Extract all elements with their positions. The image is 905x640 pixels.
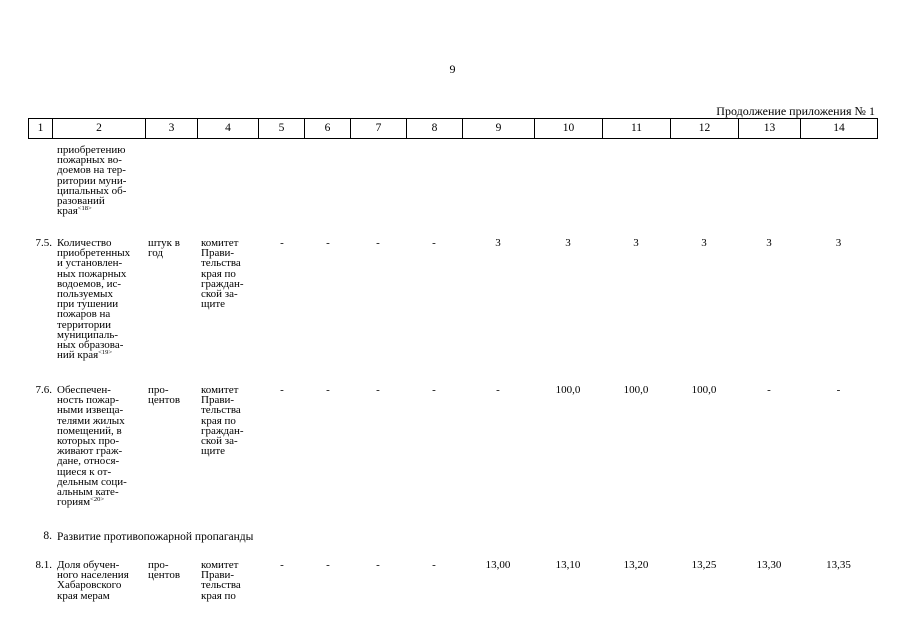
header-col-2: 2	[53, 119, 146, 139]
value-col-10: 100,0	[555, 384, 581, 396]
responsible-executor: комитет Прави- тельства края по	[201, 559, 241, 602]
value-col-8: -	[432, 237, 436, 249]
value-col-7: -	[376, 559, 380, 571]
responsible-executor: комитет Прави- тельства края по граждан- ской за- щите	[201, 237, 244, 311]
header-col-1: 1	[29, 119, 53, 139]
value-col-7: -	[376, 384, 380, 396]
row-number: 7.6.	[35, 384, 52, 396]
footnote-18: <18>	[77, 205, 92, 213]
footnote-20: <20>	[90, 496, 104, 504]
header-col-3: 3	[146, 119, 198, 139]
header-col-12: 12	[671, 119, 739, 139]
indicator-name: Количество приобретенных и установлен- ных пожарных водоемов, ис- пользуемых при тушении пожаров на территории муниципаль- ных образова- ний края$^{<19>}$	[57, 237, 131, 362]
value-col-5: -	[280, 237, 284, 249]
column-number-header	[28, 118, 878, 139]
value-col-14: 13,35	[826, 559, 851, 571]
header-col-10: 10	[535, 119, 603, 139]
value-col-9: 3	[495, 237, 501, 249]
row-number: 7.5.	[35, 237, 52, 249]
unit-of-measure: про- центов	[148, 559, 181, 582]
header-col-9: 9	[463, 119, 535, 139]
header-col-13: 13	[739, 119, 801, 139]
value-col-9: 13,00	[485, 559, 511, 571]
value-col-11: 13,20	[623, 559, 649, 571]
page-number: 9	[449, 62, 456, 76]
header-col-11: 11	[603, 119, 671, 139]
value-col-12: 13,25	[691, 559, 717, 571]
value-col-6: -	[326, 237, 330, 249]
responsible-executor: комитет Прави- тельства края по граждан- ской за- щите	[201, 384, 244, 458]
value-col-5: -	[280, 384, 284, 396]
indicator-name: Доля обучен- ного населения Хабаровского края мерам	[57, 559, 129, 602]
continued-row-name: приобретению пожарных во- доемов на тер- ритории муни- ципальных об- разований края$^{<18>}$	[57, 144, 127, 218]
header-col-4: 4	[198, 119, 259, 139]
value-col-8: -	[432, 384, 436, 396]
footnote-19: <19>	[98, 349, 113, 357]
value-col-14: -	[836, 384, 841, 396]
value-col-12: 3	[701, 237, 707, 249]
unit-of-measure: про- центов	[148, 384, 181, 407]
value-col-8: -	[432, 559, 436, 571]
value-col-5: -	[280, 559, 284, 571]
header-col-8: 8	[407, 119, 463, 139]
value-col-11: 3	[633, 237, 639, 249]
unit-of-measure: штук в год	[148, 237, 180, 260]
value-col-6: -	[326, 559, 330, 571]
value-col-13: -	[767, 384, 771, 396]
indicator-name: Обеспечен- ность пожар- ными извеща- телями жилых помещений, в которых про- живают граж- дане, относя- щиеся к от- дельным соци- альным кате- гориям$^{<20>}$	[57, 384, 127, 509]
value-col-14: 3	[835, 237, 842, 249]
value-col-9: -	[496, 384, 500, 396]
appendix-subtitle: Продолжение приложения № 1	[716, 104, 875, 118]
value-col-10: 3	[565, 237, 571, 249]
row-number: 8.1.	[35, 559, 52, 571]
section-title: Развитие противопожарной пропаганды	[57, 531, 254, 543]
value-col-6: -	[326, 384, 330, 396]
value-col-10: 13,10	[555, 559, 581, 571]
value-col-13: 13,30	[756, 559, 782, 571]
section-number: 8.	[43, 530, 52, 542]
value-col-7: -	[376, 237, 380, 249]
value-col-12: 100,0	[691, 384, 717, 396]
header-col-6: 6	[305, 119, 351, 139]
header-col-5: 5	[259, 119, 305, 139]
header-col-7: 7	[351, 119, 407, 139]
value-col-13: 3	[766, 237, 772, 249]
value-col-11: 100,0	[623, 384, 649, 396]
header-col-14: 14	[801, 119, 878, 139]
